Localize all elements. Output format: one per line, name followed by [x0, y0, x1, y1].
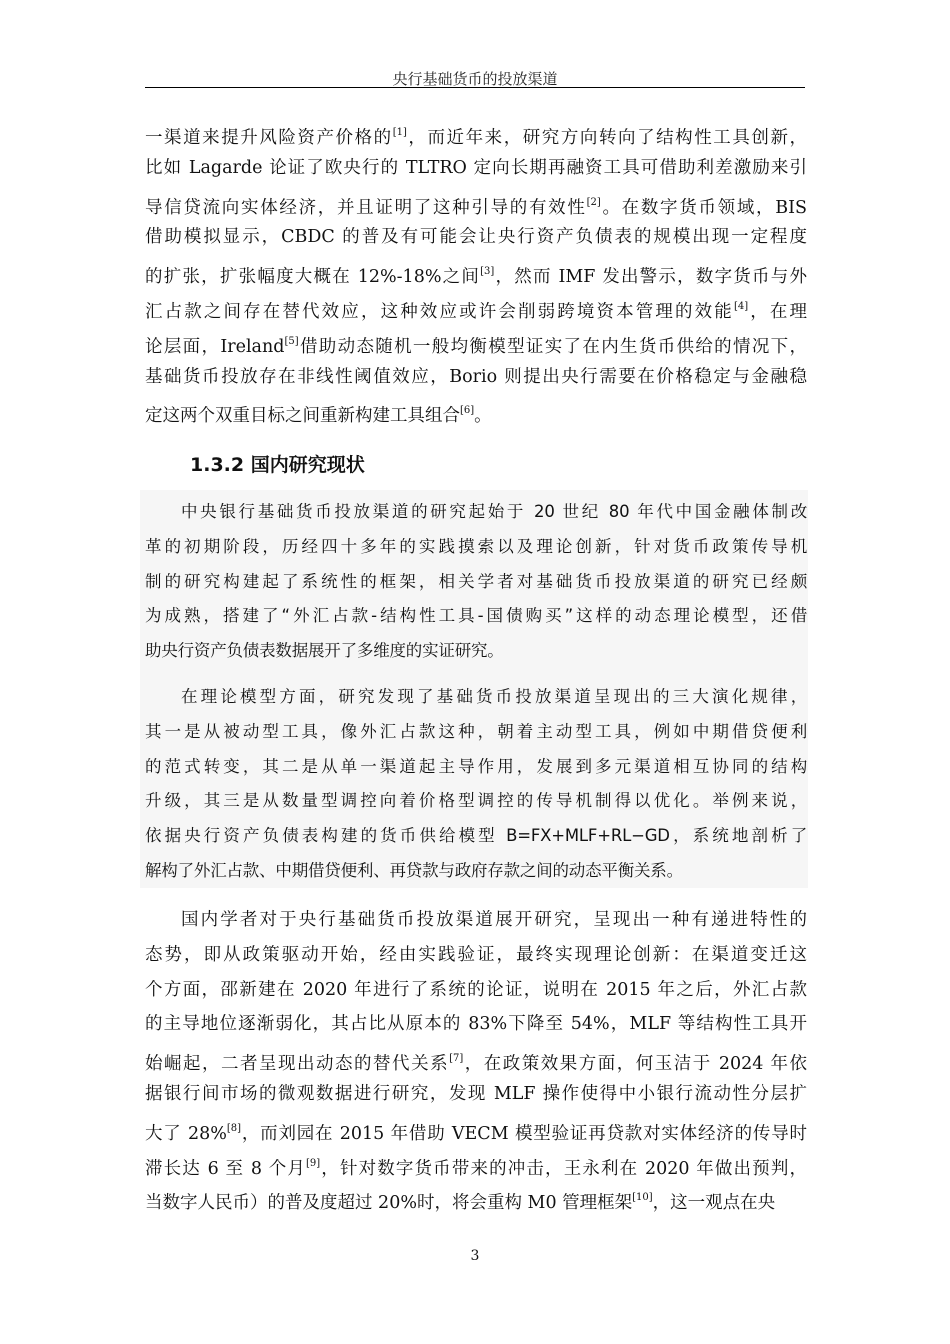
- text-segment: 当数字人民币）的普及度超过 20%时，将会重构 M0 管理框架: [145, 1193, 633, 1214]
- text-segment: 比如 Lagarde 论证了欧央行的 TLTRO 定向长期再融资工具可借助利差激励来引: [145, 157, 807, 178]
- text-segment: 大了 28%: [145, 1123, 227, 1144]
- text-segment: 为成熟，搭建了“外汇占款-结构性工具-国债购买”这样的动态理论模型，还借: [145, 606, 807, 626]
- text-segment: 基础货币投放存在非线性阈值效应，Borio 则提出央行需要在价格稳定与金融稳: [145, 366, 807, 387]
- text-line: [145, 903, 807, 938]
- text-segment: 的范式转变，其二是从单一渠道起主导作用，发展到多元渠道相互协同的结构: [145, 756, 807, 776]
- paragraph-domestic-overview: [145, 495, 807, 669]
- text-segment: 依据央行资产负债表构建的货币供给模型 B=FX+MLF+RL−GD，系统地剖析了: [145, 826, 807, 846]
- text-segment: 助央行资产负债表数据展开了多维度的实证研究。: [145, 641, 504, 661]
- text-line: [145, 1007, 807, 1042]
- header-rule: [145, 87, 805, 88]
- text-line: [145, 1077, 807, 1112]
- text-line: [145, 680, 807, 715]
- text-segment: 借助动态随机一般均衡模型证实了在内生货币供给的情况下，: [298, 336, 807, 357]
- text-segment: 态势，即从政策驱动开始，经由实践验证，最终实现理论创新：在渠道变迁这: [145, 944, 807, 965]
- text-line: [145, 750, 807, 785]
- paragraph-domestic-scholars: [145, 903, 807, 1216]
- citation-ref: [2]: [586, 196, 601, 208]
- text-segment: 在理论模型方面，研究发现了基础货币投放渠道呈现出的三大演化规律，: [181, 687, 807, 706]
- text-line: [145, 360, 807, 395]
- text-line: [145, 325, 807, 360]
- text-segment: 。: [474, 406, 492, 427]
- text-segment: 革的初期阶段，历经四十多年的实践摸索以及理论创新，针对货币政策传导机: [145, 536, 807, 556]
- text-segment: ，而近年来，研究方向转向了结构性工具创新，: [406, 128, 807, 148]
- text-line: [145, 938, 807, 973]
- text-segment: ，而刘园在 2015 年借助 VECM 模型验证再贷款对实体经济的传导时: [241, 1123, 807, 1144]
- page-number: 3: [470, 1248, 480, 1264]
- text-segment: ，在政策效果方面，何玉洁于 2024 年依: [463, 1054, 807, 1075]
- text-segment: 制的研究构建起了系统性的框架，相关学者对基础货币投放渠道的研究已经颇: [145, 571, 807, 591]
- text-segment: ，然而 IMF 发出警示，数字货币与外: [494, 267, 807, 288]
- citation-ref: [8]: [226, 1122, 242, 1134]
- text-line: [145, 1181, 807, 1216]
- text-line: [145, 495, 807, 530]
- citation-ref: [10]: [632, 1192, 653, 1204]
- text-segment: 解构了外汇占款、中期借贷便利、再贷款与政府存款之间的动态平衡关系。: [145, 860, 683, 880]
- text-line: [145, 1042, 807, 1077]
- text-line: [145, 973, 807, 1008]
- citation-ref: [3]: [480, 266, 495, 278]
- text-line: [145, 116, 807, 151]
- text-line: [145, 151, 807, 186]
- text-segment: 其一是从被动型工具，像外汇占款这种，朝着主动型工具，例如中期借贷便利: [145, 721, 807, 741]
- text-line: [145, 220, 807, 255]
- text-segment: 滞长达 6 至 8 个月: [145, 1158, 306, 1179]
- text-segment: 据银行间市场的微观数据进行研究，发现 MLF 操作使得中小银行流动性分层扩: [145, 1083, 807, 1104]
- paragraph-foreign-research: [145, 116, 807, 429]
- text-segment: 始崛起，二者呈现出动态的替代关系: [145, 1054, 450, 1075]
- text-line: [145, 186, 807, 221]
- text-segment: 汇占款之间存在替代效应，这种效应或许会削弱跨境资本管理的效能: [145, 301, 734, 322]
- text-segment: ，这一观点在央: [652, 1193, 776, 1214]
- text-segment: 国内学者对于央行基础货币投放渠道展开研究，呈现出一种有递进特性的: [181, 910, 807, 930]
- text-segment: 定这两个双重目标之间重新构建工具组合: [145, 406, 460, 427]
- text-line: [145, 394, 807, 429]
- text-line: [145, 290, 807, 325]
- running-header: 央行基础货币的投放渠道: [392, 70, 558, 88]
- text-line: [145, 634, 807, 669]
- text-segment: ，在理: [748, 301, 807, 322]
- text-line: [145, 819, 807, 854]
- text-segment: 的扩张，扩张幅度大概在 12%-18%之间: [145, 267, 481, 288]
- citation-ref: [1]: [392, 127, 407, 138]
- text-segment: ，针对数字货币带来的冲击，王永利在 2020 年做出预判，: [320, 1158, 807, 1179]
- citation-ref: [6]: [460, 405, 475, 417]
- text-line: [145, 715, 807, 750]
- text-segment: 一渠道来提升风险资产价格的: [145, 128, 393, 148]
- text-line: [145, 1147, 807, 1182]
- text-line: [145, 1112, 807, 1147]
- text-segment: 的主导地位逐渐弱化，其占比从原本的 83%下降至 54%，MLF 等结构性工具开: [145, 1014, 807, 1035]
- paragraph-theory-model: [145, 680, 807, 889]
- text-segment: 导信贷流向实体经济，并且证明了这种引导的有效性: [145, 197, 587, 218]
- citation-ref: [9]: [305, 1157, 321, 1169]
- text-line: [145, 255, 807, 290]
- text-segment: 借助模拟显示，CBDC 的普及有可能会让央行资产负债表的规模出现一定程度: [145, 227, 807, 248]
- text-line: [145, 784, 807, 819]
- section-heading: 1.3.2 国内研究现状: [190, 454, 365, 476]
- text-segment: 中央银行基础货币投放渠道的研究起始于 20 世纪 80 年代中国金融体制改: [181, 502, 807, 521]
- text-line: [145, 854, 807, 889]
- citation-ref: [4]: [733, 300, 749, 312]
- citation-ref: [5]: [284, 335, 299, 347]
- text-segment: 论层面，Ireland: [145, 336, 285, 357]
- text-segment: 升级，其三是从数量型调控向着价格型调控的传导机制得以优化。举例来说，: [145, 791, 807, 811]
- text-line: [145, 530, 807, 565]
- text-segment: 个方面，邵新建在 2020 年进行了系统的论证，说明在 2015 年之后，外汇占款: [145, 979, 807, 1000]
- text-segment: 。在数字货币领域，BIS: [600, 197, 807, 218]
- text-line: [145, 565, 807, 600]
- text-line: [145, 599, 807, 634]
- citation-ref: [7]: [449, 1053, 464, 1065]
